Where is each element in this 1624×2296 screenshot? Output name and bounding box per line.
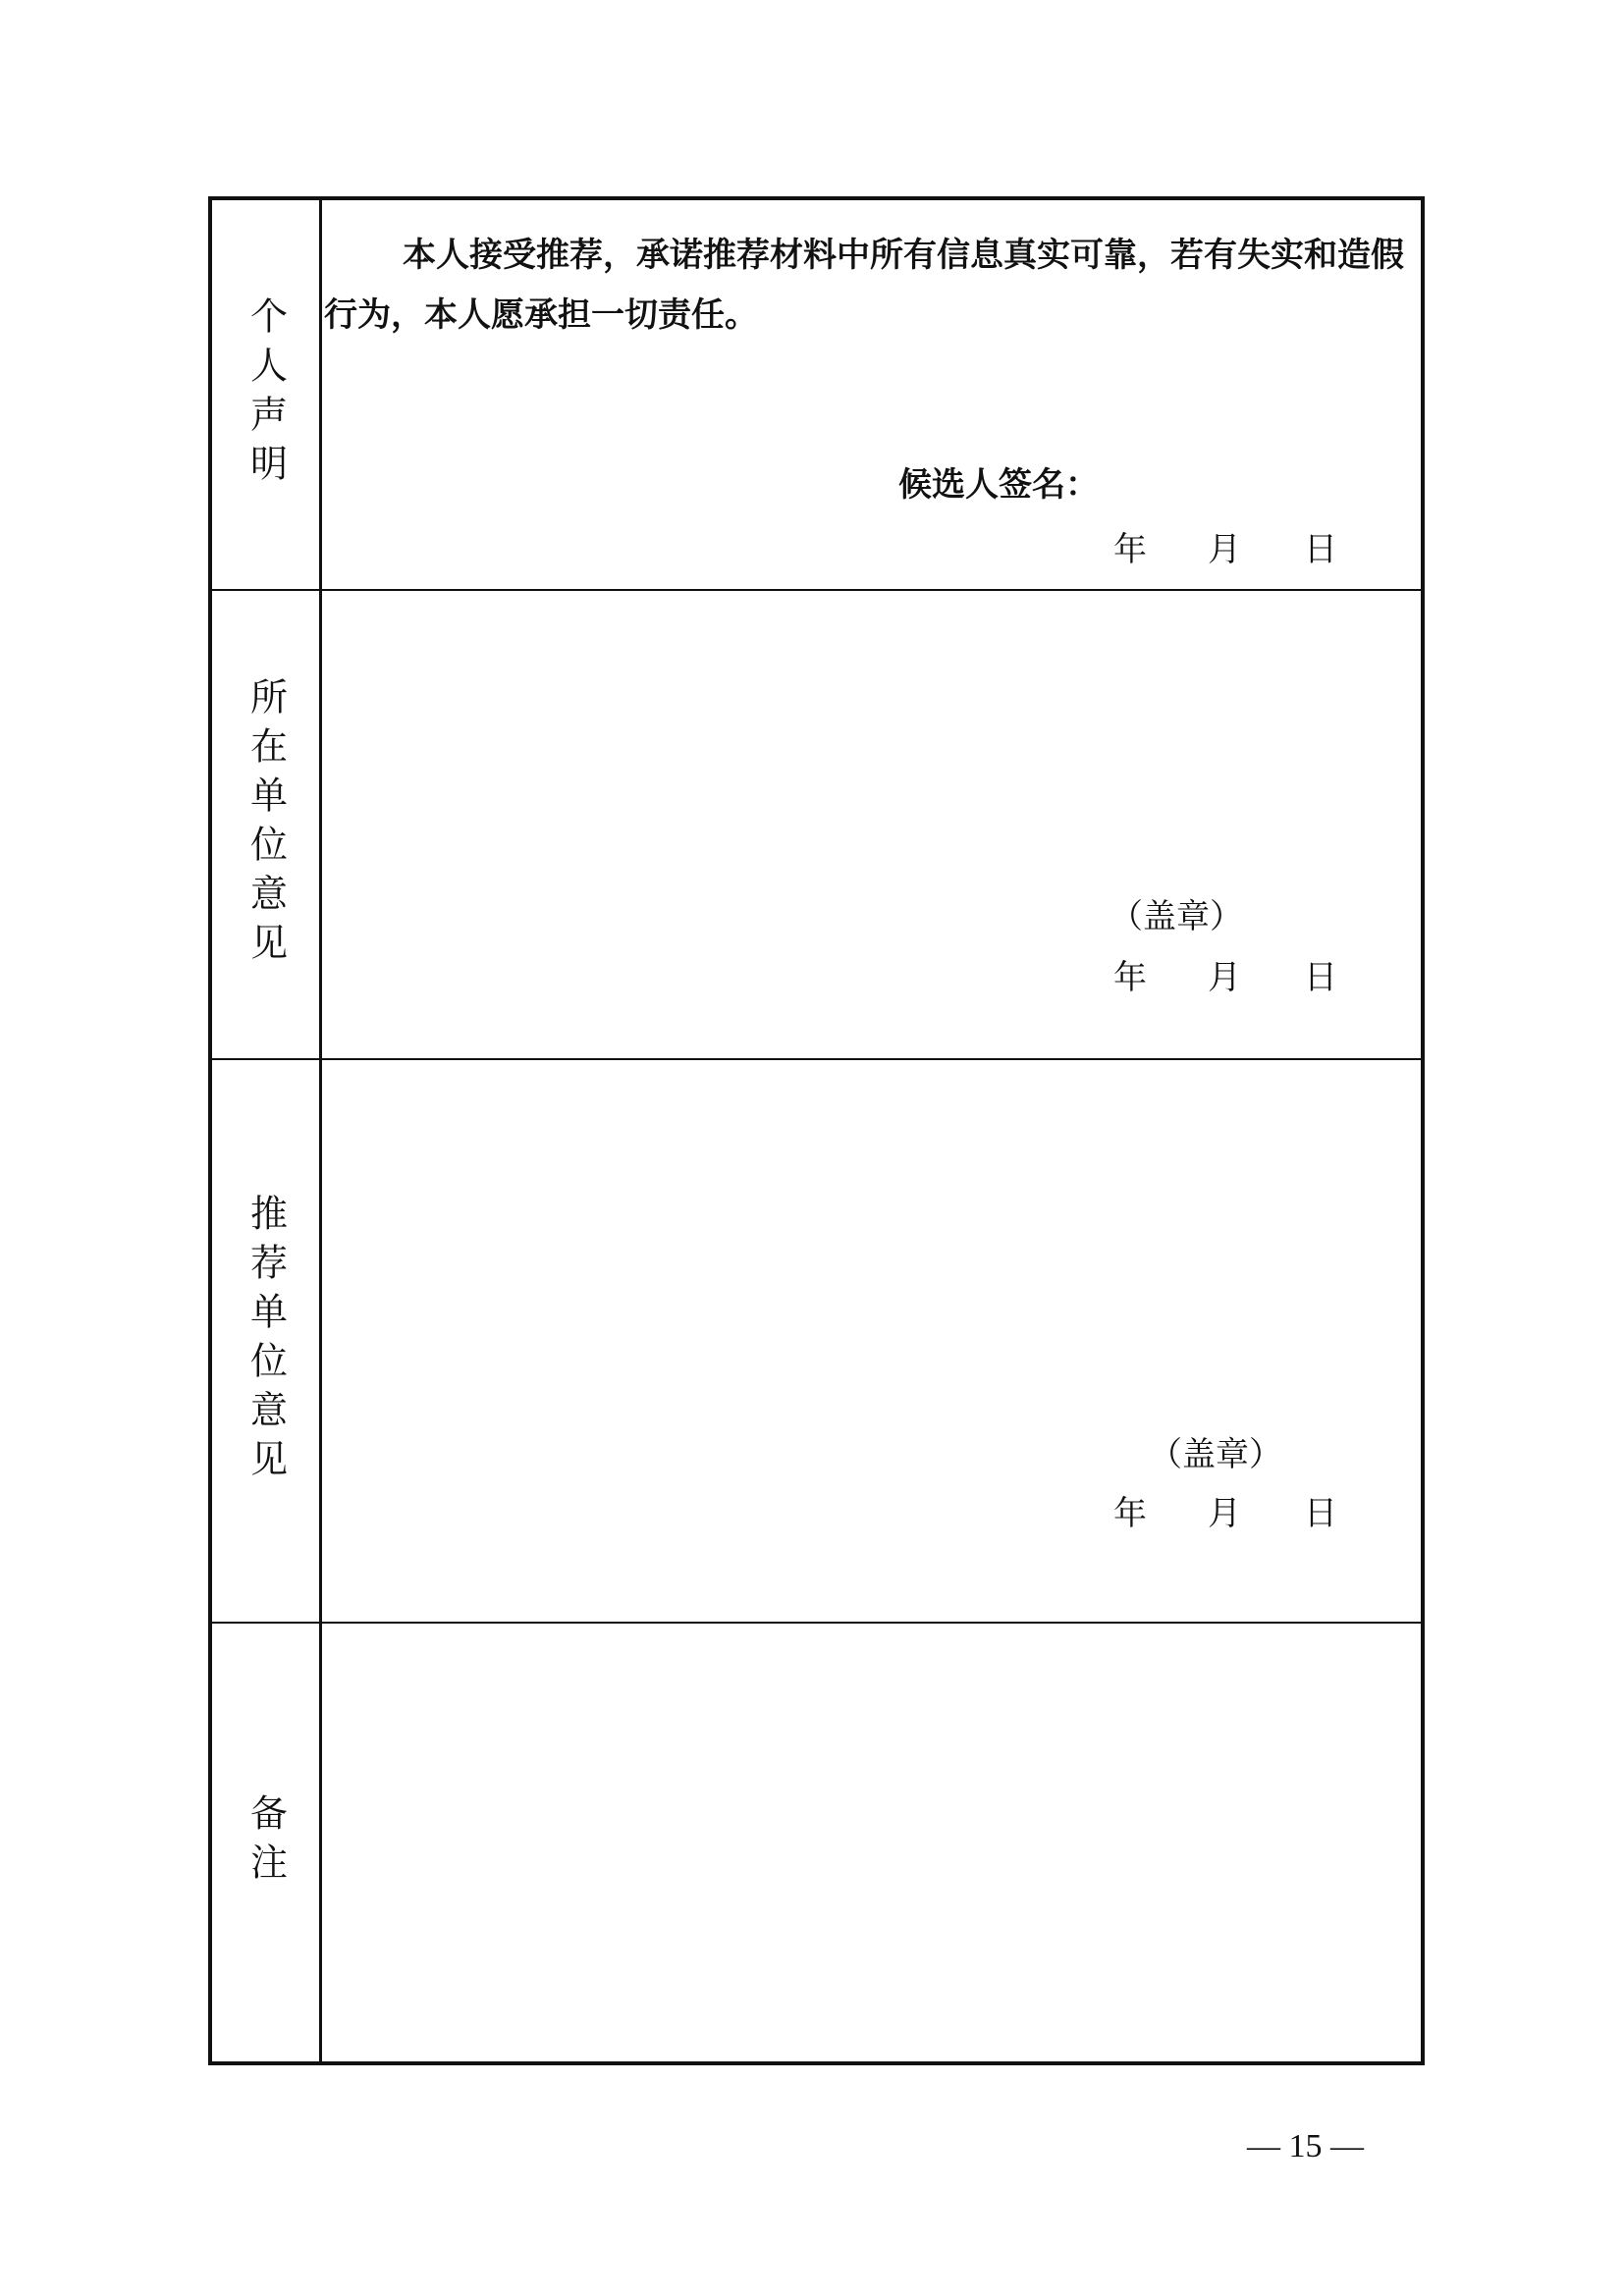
unit-opinion-date	[1113, 950, 1369, 997]
personal-statement-date	[1113, 522, 1369, 569]
unit-seal-label: （盖章）	[1110, 897, 1243, 936]
declaration-text: 本人接受推荐，承诺推荐材料中所有信息真实可靠，若有失实和造假行为，本人愿承担一切责任。	[324, 236, 1404, 335]
personal-statement-row	[212, 200, 1421, 591]
date-month-label: 月	[1208, 1494, 1241, 1533]
personal-statement-content[interactable]	[322, 200, 1421, 589]
recommending-unit-opinion-label: 推荐单位意见	[244, 1194, 288, 1488]
page-number: — 15 —	[1247, 2128, 1364, 2164]
remarks-content[interactable]	[322, 1624, 1421, 2061]
date-year-label: 年	[1113, 958, 1147, 997]
recommending-unit-opinion-row	[212, 1060, 1421, 1624]
date-year-label: 年	[1113, 1494, 1147, 1533]
remarks-label-cell	[212, 1624, 322, 2061]
unit-opinion-label: 所在单位意见	[244, 677, 288, 972]
remarks-row	[212, 1624, 1421, 2061]
recommendation-form-table	[208, 196, 1425, 2065]
date-month-label: 月	[1208, 958, 1241, 997]
remarks-label: 备注	[244, 1793, 288, 1892]
date-day-label: 日	[1304, 1494, 1337, 1533]
date-day-label: 日	[1304, 958, 1337, 997]
unit-opinion-label-cell	[212, 591, 322, 1058]
candidate-signature-label: 候选人签名：	[898, 465, 1099, 505]
personal-statement-label: 个人声明	[244, 296, 288, 493]
recommending-unit-opinion-date	[1113, 1486, 1369, 1533]
personal-statement-label-cell	[212, 200, 322, 589]
recommending-unit-seal-label: （盖章）	[1149, 1435, 1282, 1474]
unit-opinion-content[interactable]	[322, 591, 1421, 1058]
unit-opinion-row	[212, 591, 1421, 1060]
recommending-unit-opinion-label-cell	[212, 1060, 322, 1622]
date-day-label: 日	[1304, 530, 1337, 569]
date-year-label: 年	[1113, 530, 1147, 569]
date-month-label: 月	[1208, 530, 1241, 569]
recommending-unit-opinion-content[interactable]	[322, 1060, 1421, 1622]
